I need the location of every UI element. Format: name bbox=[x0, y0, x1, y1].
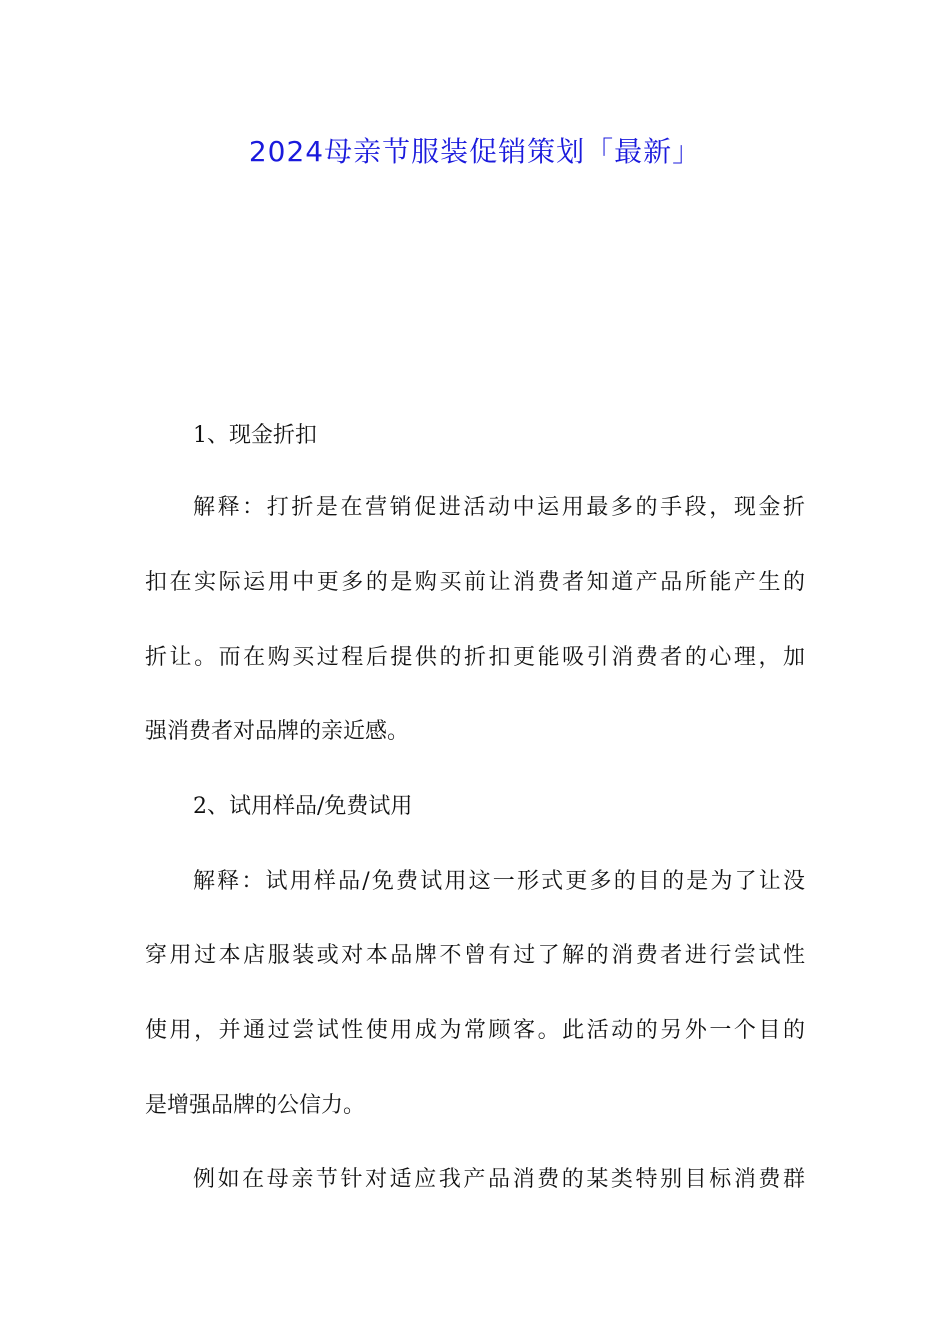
paragraph-line: 例如在母亲节针对适应我产品消费的某类特别目标消费群 bbox=[193, 1167, 805, 1192]
section-heading-free-trial: 2、试用样品/免费试用 bbox=[193, 794, 413, 819]
paragraph-line: 解释：试用样品/免费试用这一形式更多的目的是为了让没 bbox=[193, 869, 805, 894]
paragraph-line: 折让。而在购买过程后提供的折扣更能吸引消费者的心理，加 bbox=[145, 645, 805, 670]
paragraph-line: 使用，并通过尝试性使用成为常顾客。此活动的另外一个目的 bbox=[145, 1018, 805, 1043]
paragraph-line: 解释：打折是在营销促进活动中运用最多的手段，现金折 bbox=[193, 495, 805, 520]
document-title: 2024母亲节服装促销策划「最新」 bbox=[248, 135, 702, 168]
paragraph-line: 扣在实际运用中更多的是购买前让消费者知道产品所能产生的 bbox=[145, 570, 805, 595]
paragraph-line: 穿用过本店服装或对本品牌不曾有过了解的消费者进行尝试性 bbox=[145, 943, 805, 968]
section-heading-cash-discount: 1、现金折扣 bbox=[193, 423, 317, 448]
paragraph-line: 强消费者对品牌的亲近感。 bbox=[145, 719, 410, 744]
paragraph-line: 是增强品牌的公信力。 bbox=[145, 1093, 366, 1118]
